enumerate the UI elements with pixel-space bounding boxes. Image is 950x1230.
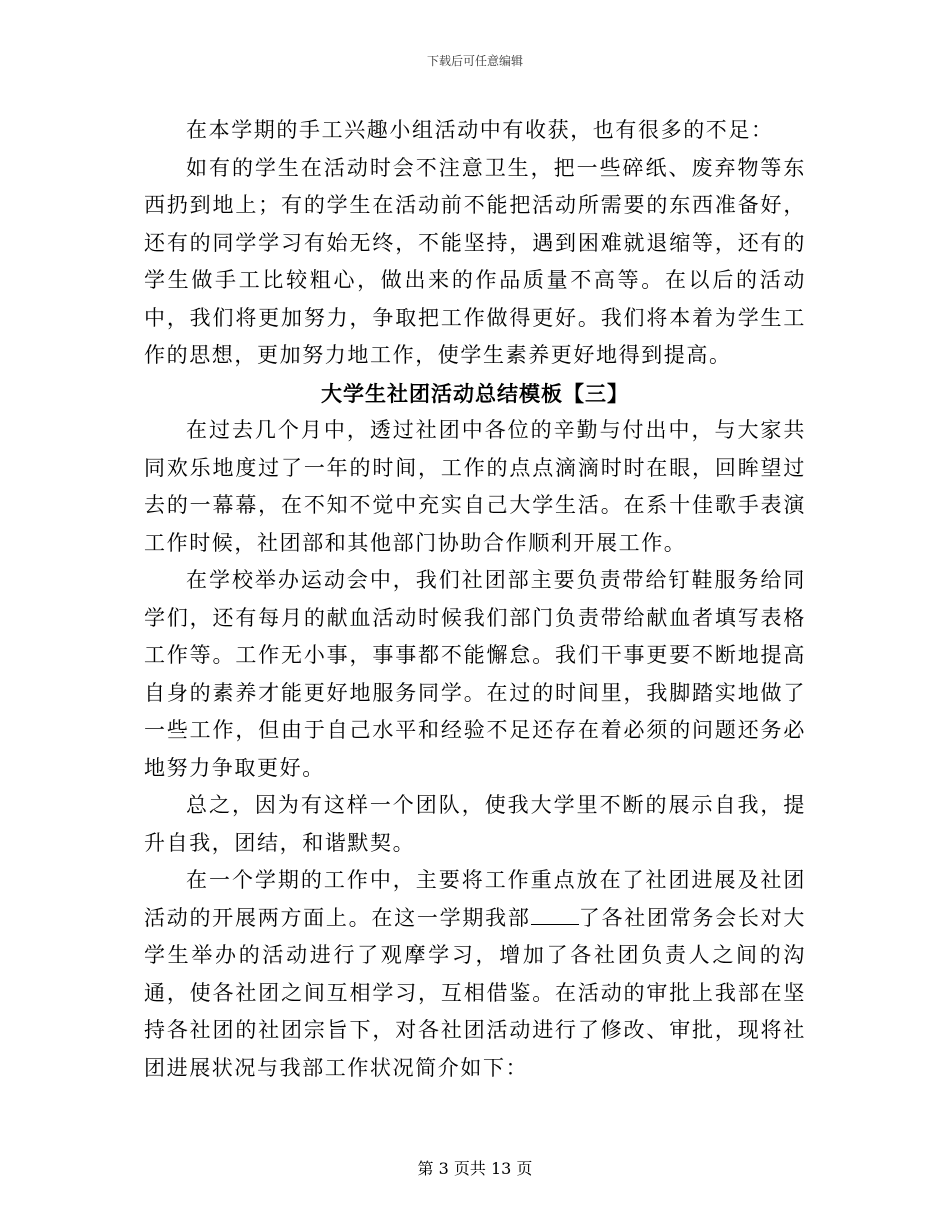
paragraph-2: 如有的学生在活动时会不注意卫生，把一些碎纸、废弃物等东西扔到地上；有的学生在活动前不能把活动所需要的东西准备好，还有的同学学习有始无终，不能坚持，遇到困难就退缩等，还有的学生做手工比较粗心，做出来的作品质量不高等。在以后的活动中，我们将更加努力，争取把工作做得更好。我们将本着为学生工作的思想，更加努力地工作，使学生素养更好地得到提高。 — [144, 155, 806, 367]
paragraph-6-end: 了各社团常务会长对大学生举办的活动进行了观摩学习，增加了各社团负责人之间的沟通，使各社团之间互相学习，互相借鉴。在活动的审批上我部在坚持各社团的社团宗旨下，对各社团活动进行了修改、审批，现将社团进展状况与我部工作状况简介如下： — [144, 905, 806, 1080]
document-body — [144, 112, 806, 1087]
paragraph-6-start: 在一个学期的工作中，主要将工作重点放在了社团进展及社团活动的开展两方面上。在这一学期我部 — [144, 868, 806, 930]
section-heading: 大学生社团活动总结模板【三】 — [321, 380, 629, 406]
paragraph-1: 在本学期的手工兴趣小组活动中有收获，也有很多的不足： — [186, 118, 774, 142]
paragraph-6 — [144, 862, 806, 1087]
paragraph-5: 总之，因为有这样一个团队，使我大学里不断的展示自我，提升自我，团结，和谐默契。 — [144, 793, 806, 855]
paragraph-3: 在过去几个月中，透过社团中各位的辛勤与付出中，与大家共同欢乐地度过了一年的时间，工作的点点滴滴时时在眼，回眸望过去的一幕幕，在不知不觉中充实自己大学生活。在系十佳歌手表演工作时候，社团部和其他部门协助合作顺利开展工作。 — [144, 418, 806, 555]
paragraph-4: 在学校举办运动会中，我们社团部主要负责带给钉鞋服务给同学们，还有每月的献血活动时候我们部门负责带给献血者填写表格工作等。工作无小事，事事都不能懈怠。我们干事更要不断地提高自身的素养才能更好地服务同学。在过的时间里，我脚踏实地做了一些工作，但由于自己水平和经验不足还存在着必须的问题还务必地努力争取更好。 — [144, 568, 806, 780]
fill-in-blank — [531, 906, 579, 925]
page-header: 下载后可任意编辑 — [426, 54, 523, 68]
page-footer: 第 3 页共 13 页 — [417, 1159, 533, 1178]
